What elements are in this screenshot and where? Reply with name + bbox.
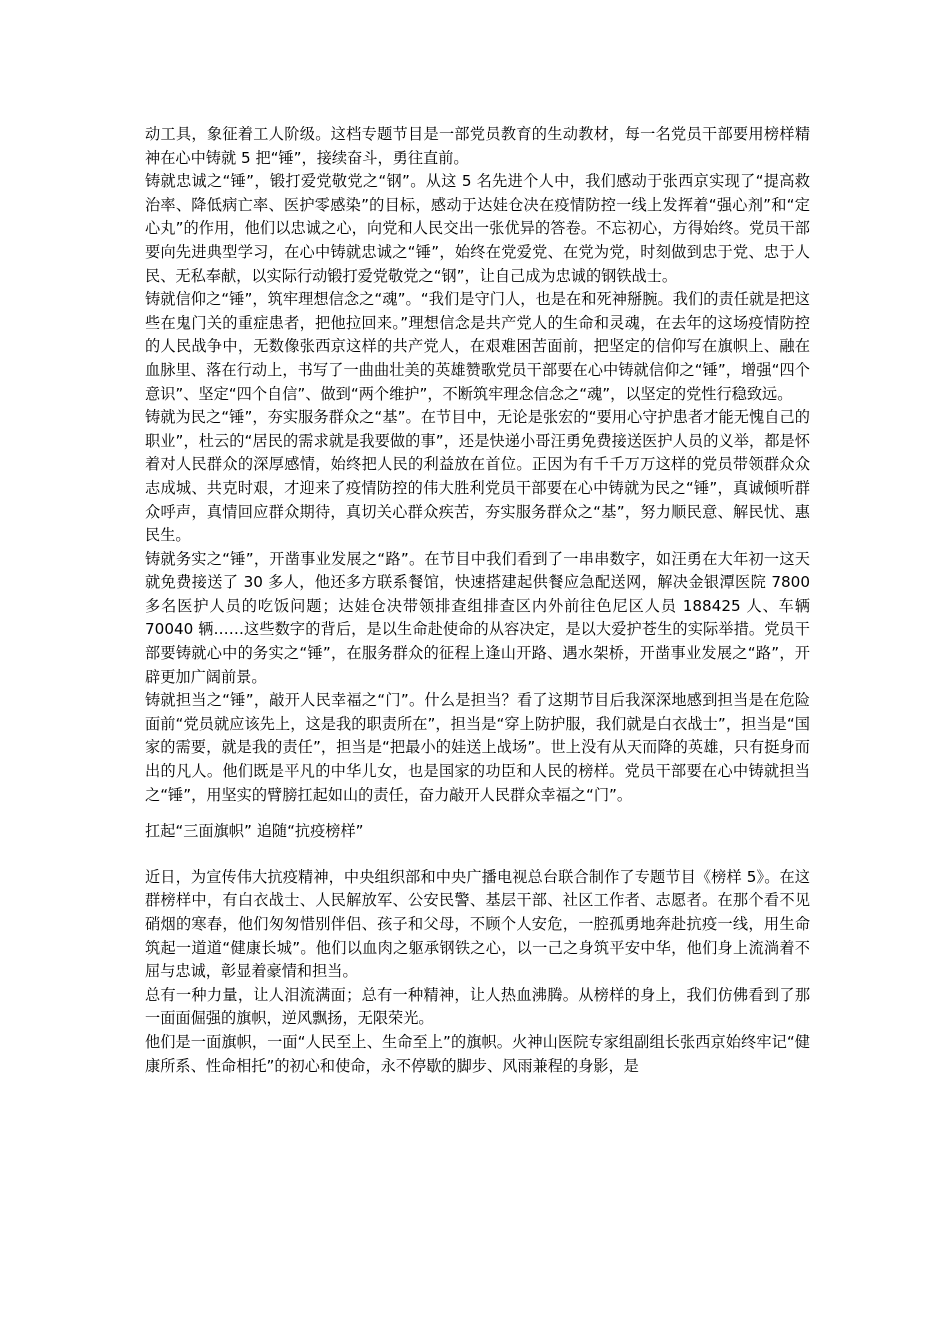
paragraph: 铸就担当之“锤”，敲开人民幸福之“门”。什么是担当？看了这期节目后我深深地感到担当是在危险面前“党员就应该先上，这是我的职责所在”，担当是“穿上防护服，我们就是白衣战士”，担当是“国家的需要，就是我的责任”，担当是“把最小的娃送上战场”。世上没有从天而降的英雄，只有挺身而出的凡人。他们既是平凡的中华儿女，也是国家的功臣和人民的榜样。党员干部要在心中铸就担当之“锤”，用坚实的臂膀扛起如山的责任，奋力敲开人民群众幸福之“门”。 — [145, 691, 810, 804]
paragraph: 近日，为宣传伟大抗疫精神，中央组织部和中央广播电视总台联合制作了专题节目《榜样 5》。在这群榜样中，有白衣战士、人民解放军、公安民警、基层干部、社区工作者、志愿者。在那个看不见硝烟的寒春，他们匆匆惜别伴侣、孩子和父母，不顾个人安危，一腔孤勇地奔赴抗疫一线，用生命筑起一道道“健康长城”。他们以血肉之躯承钢铁之心，以一己之身筑平安中华，他们身上流淌着不屈与忠诚，彰显着豪情和担当。 — [145, 867, 810, 981]
document-body — [145, 123, 810, 1078]
paragraph: 总有一种力量，让人泪流满面；总有一种精神，让人热血沸腾。从榜样的身上，我们仿佛看到了那一面面倔强的旗帜，逆风飘扬，无限荣光。 — [145, 985, 810, 1028]
paragraph: 铸就为民之“锤”，夯实服务群众之“基”。在节目中，无论是张宏的“要用心守护患者才能无愧自己的职业”，杜云的“居民的需求就是我要做的事”，还是快递小哥汪勇免费接送医护人员的义举，都是怀着对人民群众的深厚感情，始终把人民的利益放在首位。正因为有千千万万这样的党员带领群众众志成城、共克时艰，才迎来了疫情防控的伟大胜利党员干部要在心中铸就为民之“锤”，真诚倾听群众呼声，真情回应群众期待，真切关心群众疾苦，夯实服务群众之“基”，努力顺民意、解民忧、惠民生。 — [145, 408, 810, 545]
paragraph: 铸就忠诚之“锤”，锻打爱党敬党之“钢”。从这 5 名先进个人中，我们感动于张西京实现了“提高救治率、降低病亡率、医护零感染”的目标，感动于达娃仓决在疫情防控一线上发挥着“强心剂”和“定心丸”的作用，他们以忠诚之心，向党和人民交出一张优异的答卷。不忘初心，方得始终。党员干部要向先进典型学习，在心中铸就忠诚之“锤”，始终在党爱党、在党为党，时刻做到忠于党、忠于人民、无私奉献，以实际行动锻打爱党敬党之“钢”，让自己成为忠诚的钢铁战士。 — [145, 172, 810, 285]
paragraph: 铸就信仰之“锤”，筑牢理想信念之“魂”。“我们是守门人，也是在和死神掰腕。我们的责任就是把这些在鬼门关的重症患者，把他拉回来。”理想信念是共产党人的生命和灵魂，在去年的这场疫情防控的人民战争中，无数像张西京这样的共产党人，在艰难困苦面前，把坚定的信仰写在旗帜上、融在血脉里、落在行动上，书写了一曲曲壮美的英雄赞歌党员干部要在心中铸就信仰之“锤”，增强“四个意识”、坚定“四个自信”、做到“两个维护”，不断筑牢理念信念之“魂”，以坚定的党性行稳致远。 — [145, 290, 810, 403]
paragraph: 动工具，象征着工人阶级。这档专题节目是一部党员教育的生动教材，每一名党员干部要用榜样精神在心中铸就 5 把“锤”，接续奋斗，勇往直前。 — [145, 125, 810, 167]
paragraph: 铸就务实之“锤”，开凿事业发展之“路”。在节目中我们看到了一串串数字，如汪勇在大年初一这天就免费接送了 30 多人，他还多方联系餐馆，快速搭建起供餐应急配送网，解决金银潭医院 7800 多名医护人员的吃饭问题；达娃仓决带领排查组排查区内外前往色尼区人员 188425 人、车辆 70040 辆……这些数字的背后，是以生命赴使命的从容决定，是以大爱护苍生的实际举措。党员干部要铸就心中的务实之“锤”，在服务群众的征程上逢山开路、遇水架桥，开凿事业发展之“路”，开辟更加广阔前景。 — [145, 549, 810, 686]
section-heading: 扛起“三面旗帜” 追随“抗疫榜样” — [145, 822, 364, 841]
paragraph: 他们是一面旗帜，一面“人民至上、生命至上”的旗帜。火神山医院专家组副组长张西京始终牢记“健康所系、性命相托”的初心和使命，永不停歇的脚步、风雨兼程的身影，是 — [145, 1032, 810, 1075]
